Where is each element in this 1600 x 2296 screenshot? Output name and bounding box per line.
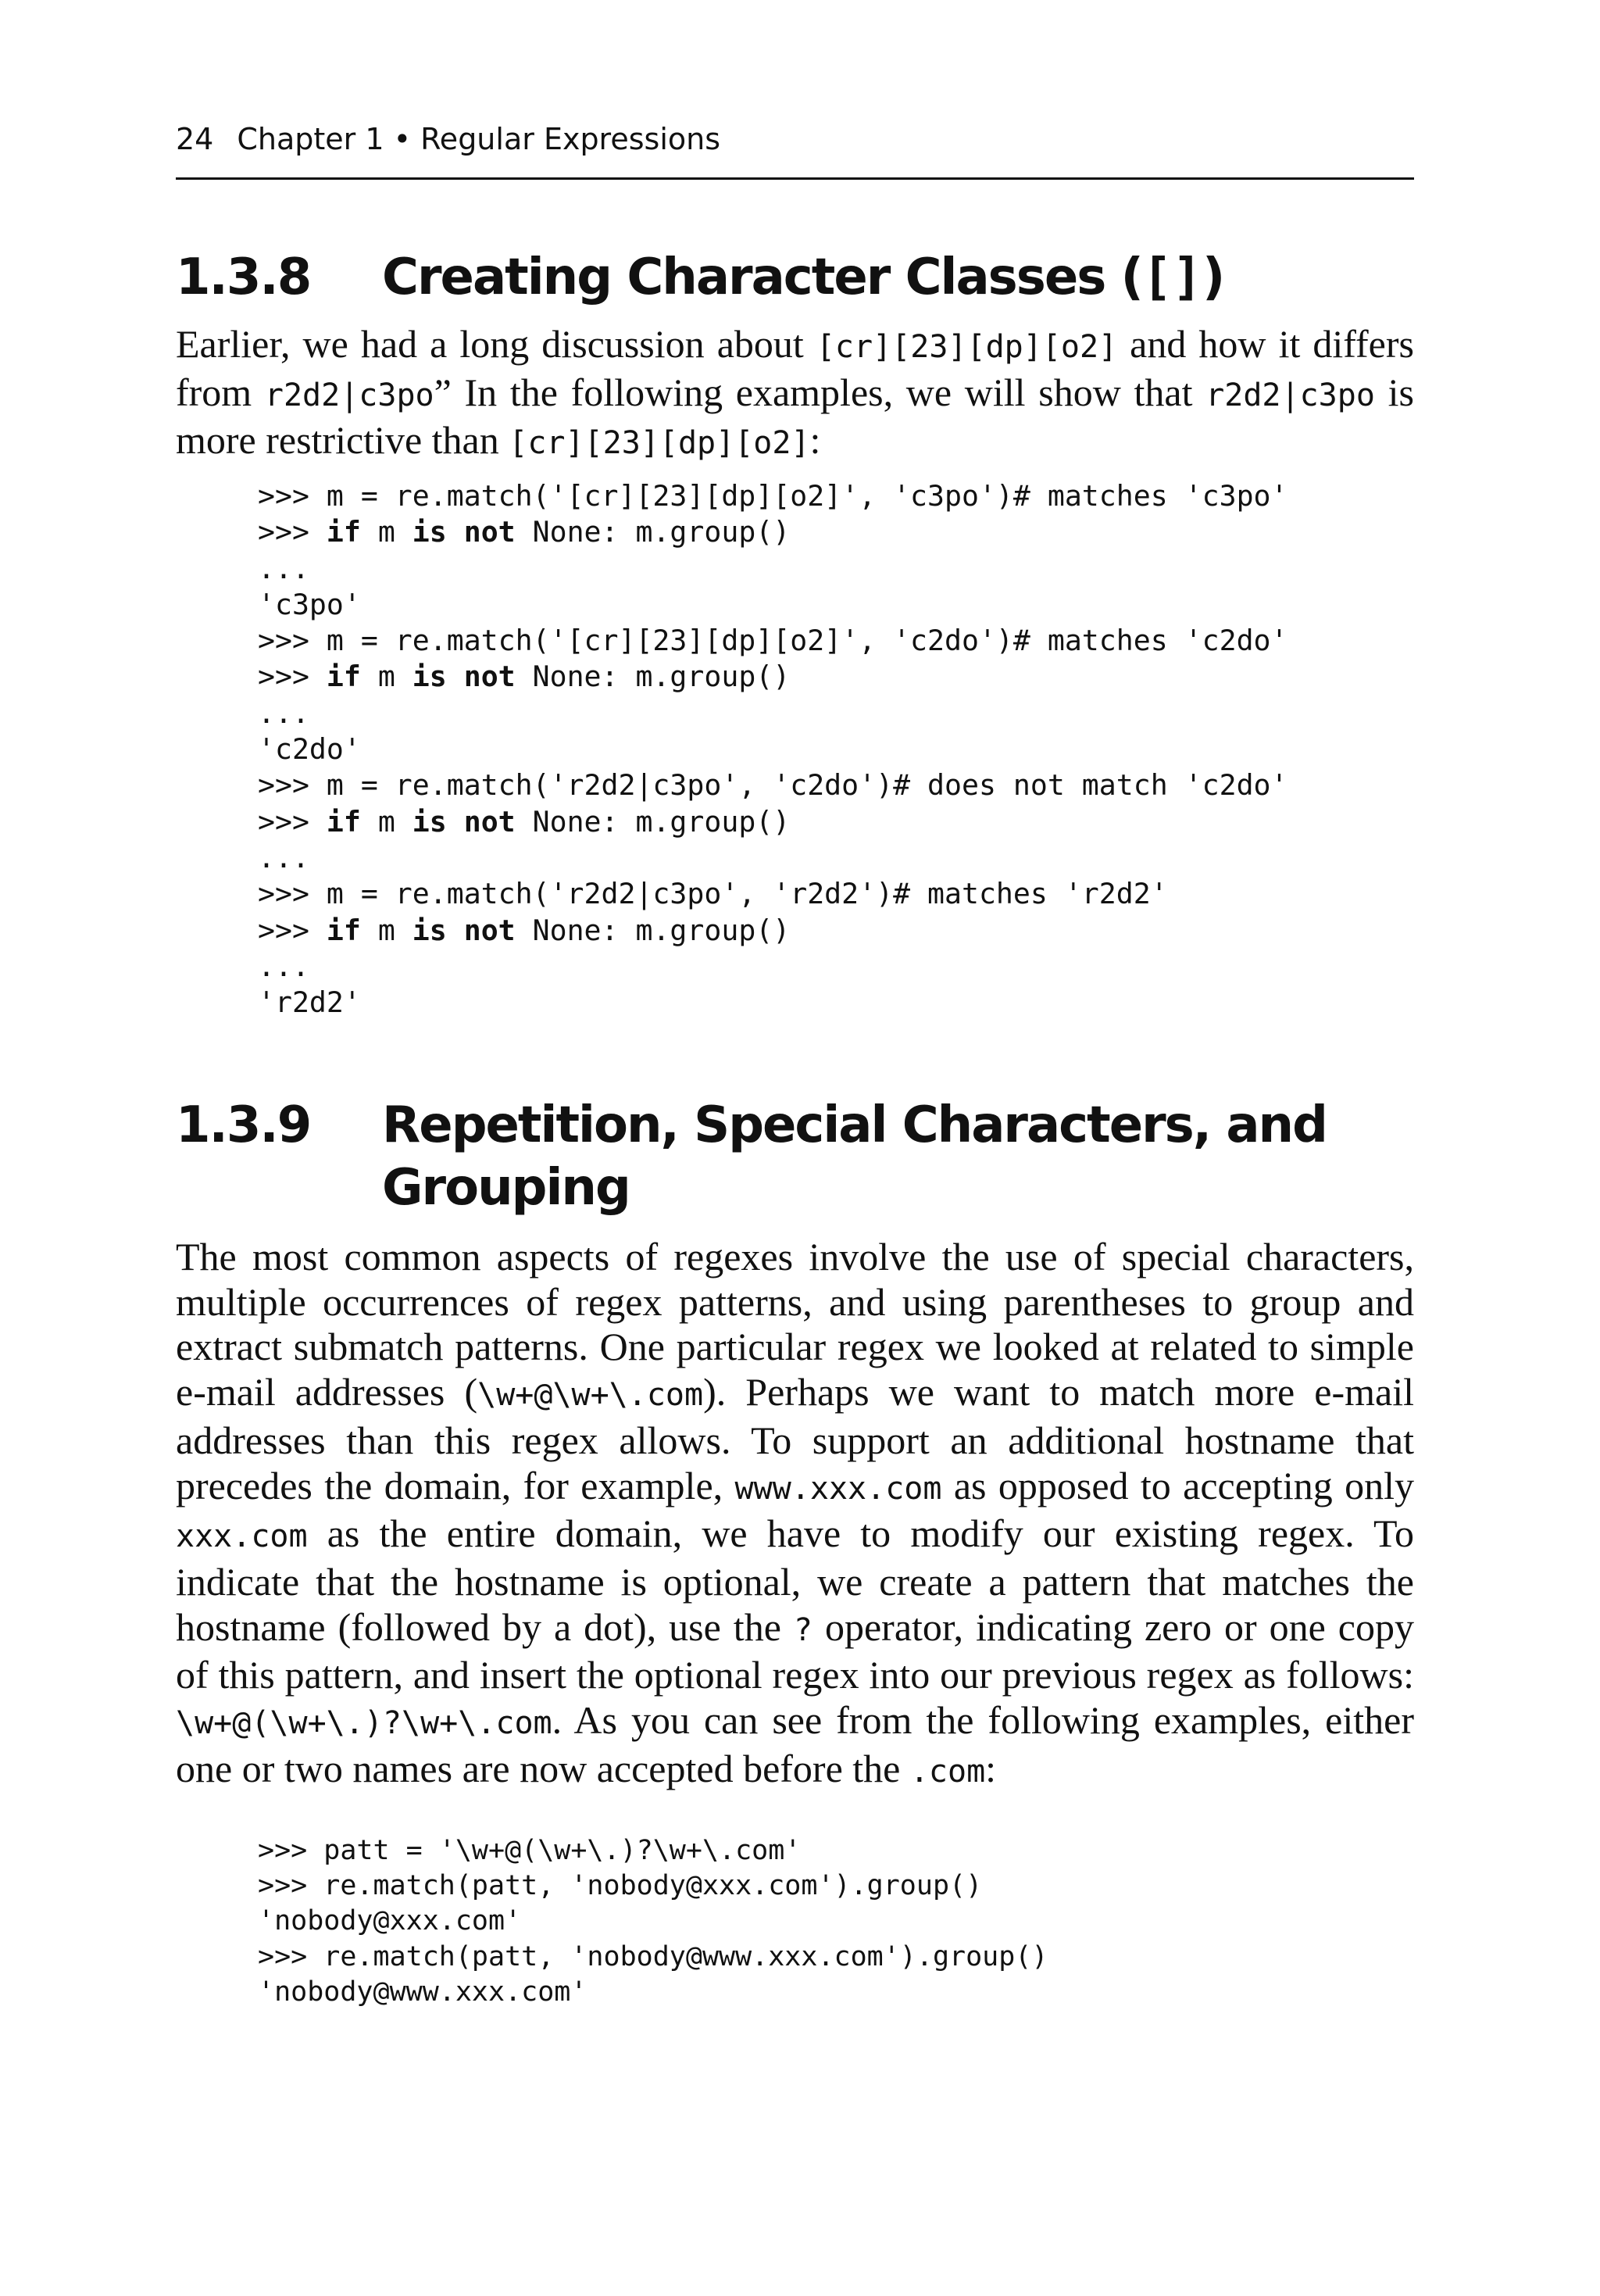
code-text: ... bbox=[258, 551, 309, 585]
code-text: m bbox=[360, 804, 412, 839]
code-text: >>> patt = '\w+@(\w+\.)?\w+\.com' bbox=[258, 1835, 802, 1866]
code-text: m bbox=[360, 660, 412, 694]
inline-code: www.xxx.com bbox=[734, 1470, 942, 1507]
code-text: 'c2do' bbox=[258, 732, 361, 767]
running-head bbox=[176, 122, 720, 156]
code-text: >>> re.match(patt, 'nobody@www.xxx.com').group() bbox=[258, 1940, 1048, 1972]
section-title bbox=[382, 1094, 1398, 1219]
inline-code: r2d2|c3po bbox=[1205, 377, 1375, 413]
code-line bbox=[258, 768, 1288, 802]
inline-code: \w+@\w+\.com bbox=[477, 1377, 704, 1414]
page-number: 24 bbox=[176, 122, 214, 156]
code-text: >>> m = re.match('r2d2|c3po', 'c2do')# does not match 'c2do' bbox=[258, 768, 1288, 803]
code-text: >>> bbox=[258, 515, 327, 549]
code-line bbox=[258, 660, 790, 693]
code-keyword: if bbox=[326, 913, 361, 947]
code-line bbox=[258, 805, 790, 839]
inline-code: [cr][23][dp][o2] bbox=[509, 425, 810, 462]
code-keyword: is not bbox=[412, 660, 516, 694]
code-text: >>> m = re.match('r2d2|c3po', 'r2d2')# matches 'r2d2' bbox=[258, 877, 1168, 911]
code-line bbox=[258, 985, 361, 1019]
code-listing bbox=[258, 1833, 1048, 2010]
inline-code: .com bbox=[909, 1753, 986, 1790]
code-text: 'c3po' bbox=[258, 587, 361, 621]
inline-code: ? bbox=[793, 1611, 812, 1648]
code-text: >>> bbox=[258, 660, 327, 694]
code-line bbox=[258, 1870, 982, 1901]
code-line bbox=[258, 914, 790, 947]
code-text: >>> re.match(patt, 'nobody@xxx.com').group() bbox=[258, 1870, 983, 1902]
code-line bbox=[258, 624, 1288, 657]
code-keyword: is not bbox=[412, 515, 516, 549]
section-number: 1.3.9 bbox=[176, 1096, 311, 1154]
section-title-text: Creating Character Classes ( bbox=[382, 249, 1142, 306]
header-rule bbox=[176, 177, 1414, 180]
body-paragraph: The most common aspects of regexes involve the use of special characters, multiple occurrences of regex patterns, and using parentheses to group and extract submatch patterns. One particular regex we looked at related to simple e-mail addresses (\w+@\w+\.com). Perhaps we want to match more e-mail addresses than this regex allows. To support an additional hostname that precedes the domain, for example, www.xxx.com as opposed to accepting only xxx.com as the entire domain, we have to modify our existing regex. To indicate that the hostname is optional, we create a pattern that matches the hostname (followed by a dot), use the ? operator, indicating zero or one copy of this pattern, and insert the optional regex into our previous regex as follows: \w+@(\w+\.)?\w+\.com. As you can see from the following examples, either one or two names are now accepted before the .com: bbox=[176, 1235, 1415, 1790]
code-keyword: if bbox=[326, 804, 361, 839]
code-text: None: m.group() bbox=[515, 913, 791, 947]
code-line bbox=[258, 588, 361, 621]
code-line bbox=[258, 515, 790, 549]
code-text: 'nobody@www.xxx.com' bbox=[258, 1976, 588, 2008]
section-title-brackets: [] bbox=[1141, 249, 1202, 306]
inline-code: r2d2|c3po bbox=[264, 377, 434, 413]
code-line bbox=[258, 841, 309, 874]
code-text: 'r2d2' bbox=[258, 985, 361, 1020]
code-text: >>> bbox=[258, 804, 327, 839]
code-line bbox=[258, 877, 1168, 910]
code-text: >>> bbox=[258, 913, 327, 947]
code-line bbox=[258, 696, 309, 730]
code-listing bbox=[258, 478, 1288, 1021]
code-text: None: m.group() bbox=[515, 515, 791, 549]
section-number: 1.3.8 bbox=[176, 249, 311, 306]
code-line bbox=[258, 732, 361, 766]
code-text: m bbox=[360, 515, 412, 549]
inline-code: xxx.com bbox=[176, 1518, 308, 1555]
code-text: 'nobody@xxx.com' bbox=[258, 1905, 522, 1937]
running-title: Chapter 1 • Regular Expressions bbox=[237, 122, 721, 156]
code-line bbox=[258, 1905, 521, 1937]
code-text: None: m.group() bbox=[515, 660, 791, 694]
inline-code: \w+@(\w+\.)?\w+\.com bbox=[176, 1705, 552, 1742]
code-text: >>> m = re.match('[cr][23][dp][o2]', 'c2do')# matches 'c2do' bbox=[258, 624, 1288, 658]
code-keyword: if bbox=[326, 660, 361, 694]
code-line bbox=[258, 1941, 1048, 1972]
section-title-close: ) bbox=[1202, 249, 1224, 306]
section-title-line-1: Repetition, Special Characters, and bbox=[382, 1096, 1327, 1154]
code-text: >>> m = re.match('[cr][23][dp][o2]', 'c3po')# matches 'c3po' bbox=[258, 479, 1288, 513]
body-paragraph: Earlier, we had a long discussion about [cr][23][dp][o2] and how it differs from r2d2|c3po” In the following examples, we will show that r2d2|c3po is more restrictive than [cr][23][dp][o2]: bbox=[176, 322, 1414, 463]
code-text: None: m.group() bbox=[515, 804, 791, 839]
code-text: m bbox=[360, 913, 412, 947]
code-line bbox=[258, 479, 1288, 513]
code-text: ... bbox=[258, 840, 309, 874]
code-line bbox=[258, 950, 309, 983]
code-keyword: is not bbox=[412, 804, 516, 839]
code-keyword: is not bbox=[412, 913, 516, 947]
inline-code: [cr][23][dp][o2] bbox=[816, 329, 1118, 365]
section-title bbox=[382, 246, 1398, 309]
code-line bbox=[258, 552, 309, 585]
code-line bbox=[258, 1976, 587, 2008]
section-title-line-2: Grouping bbox=[382, 1159, 630, 1217]
code-line bbox=[258, 1835, 801, 1866]
code-text: ... bbox=[258, 949, 309, 983]
code-text: ... bbox=[258, 696, 309, 730]
code-keyword: if bbox=[326, 515, 361, 549]
